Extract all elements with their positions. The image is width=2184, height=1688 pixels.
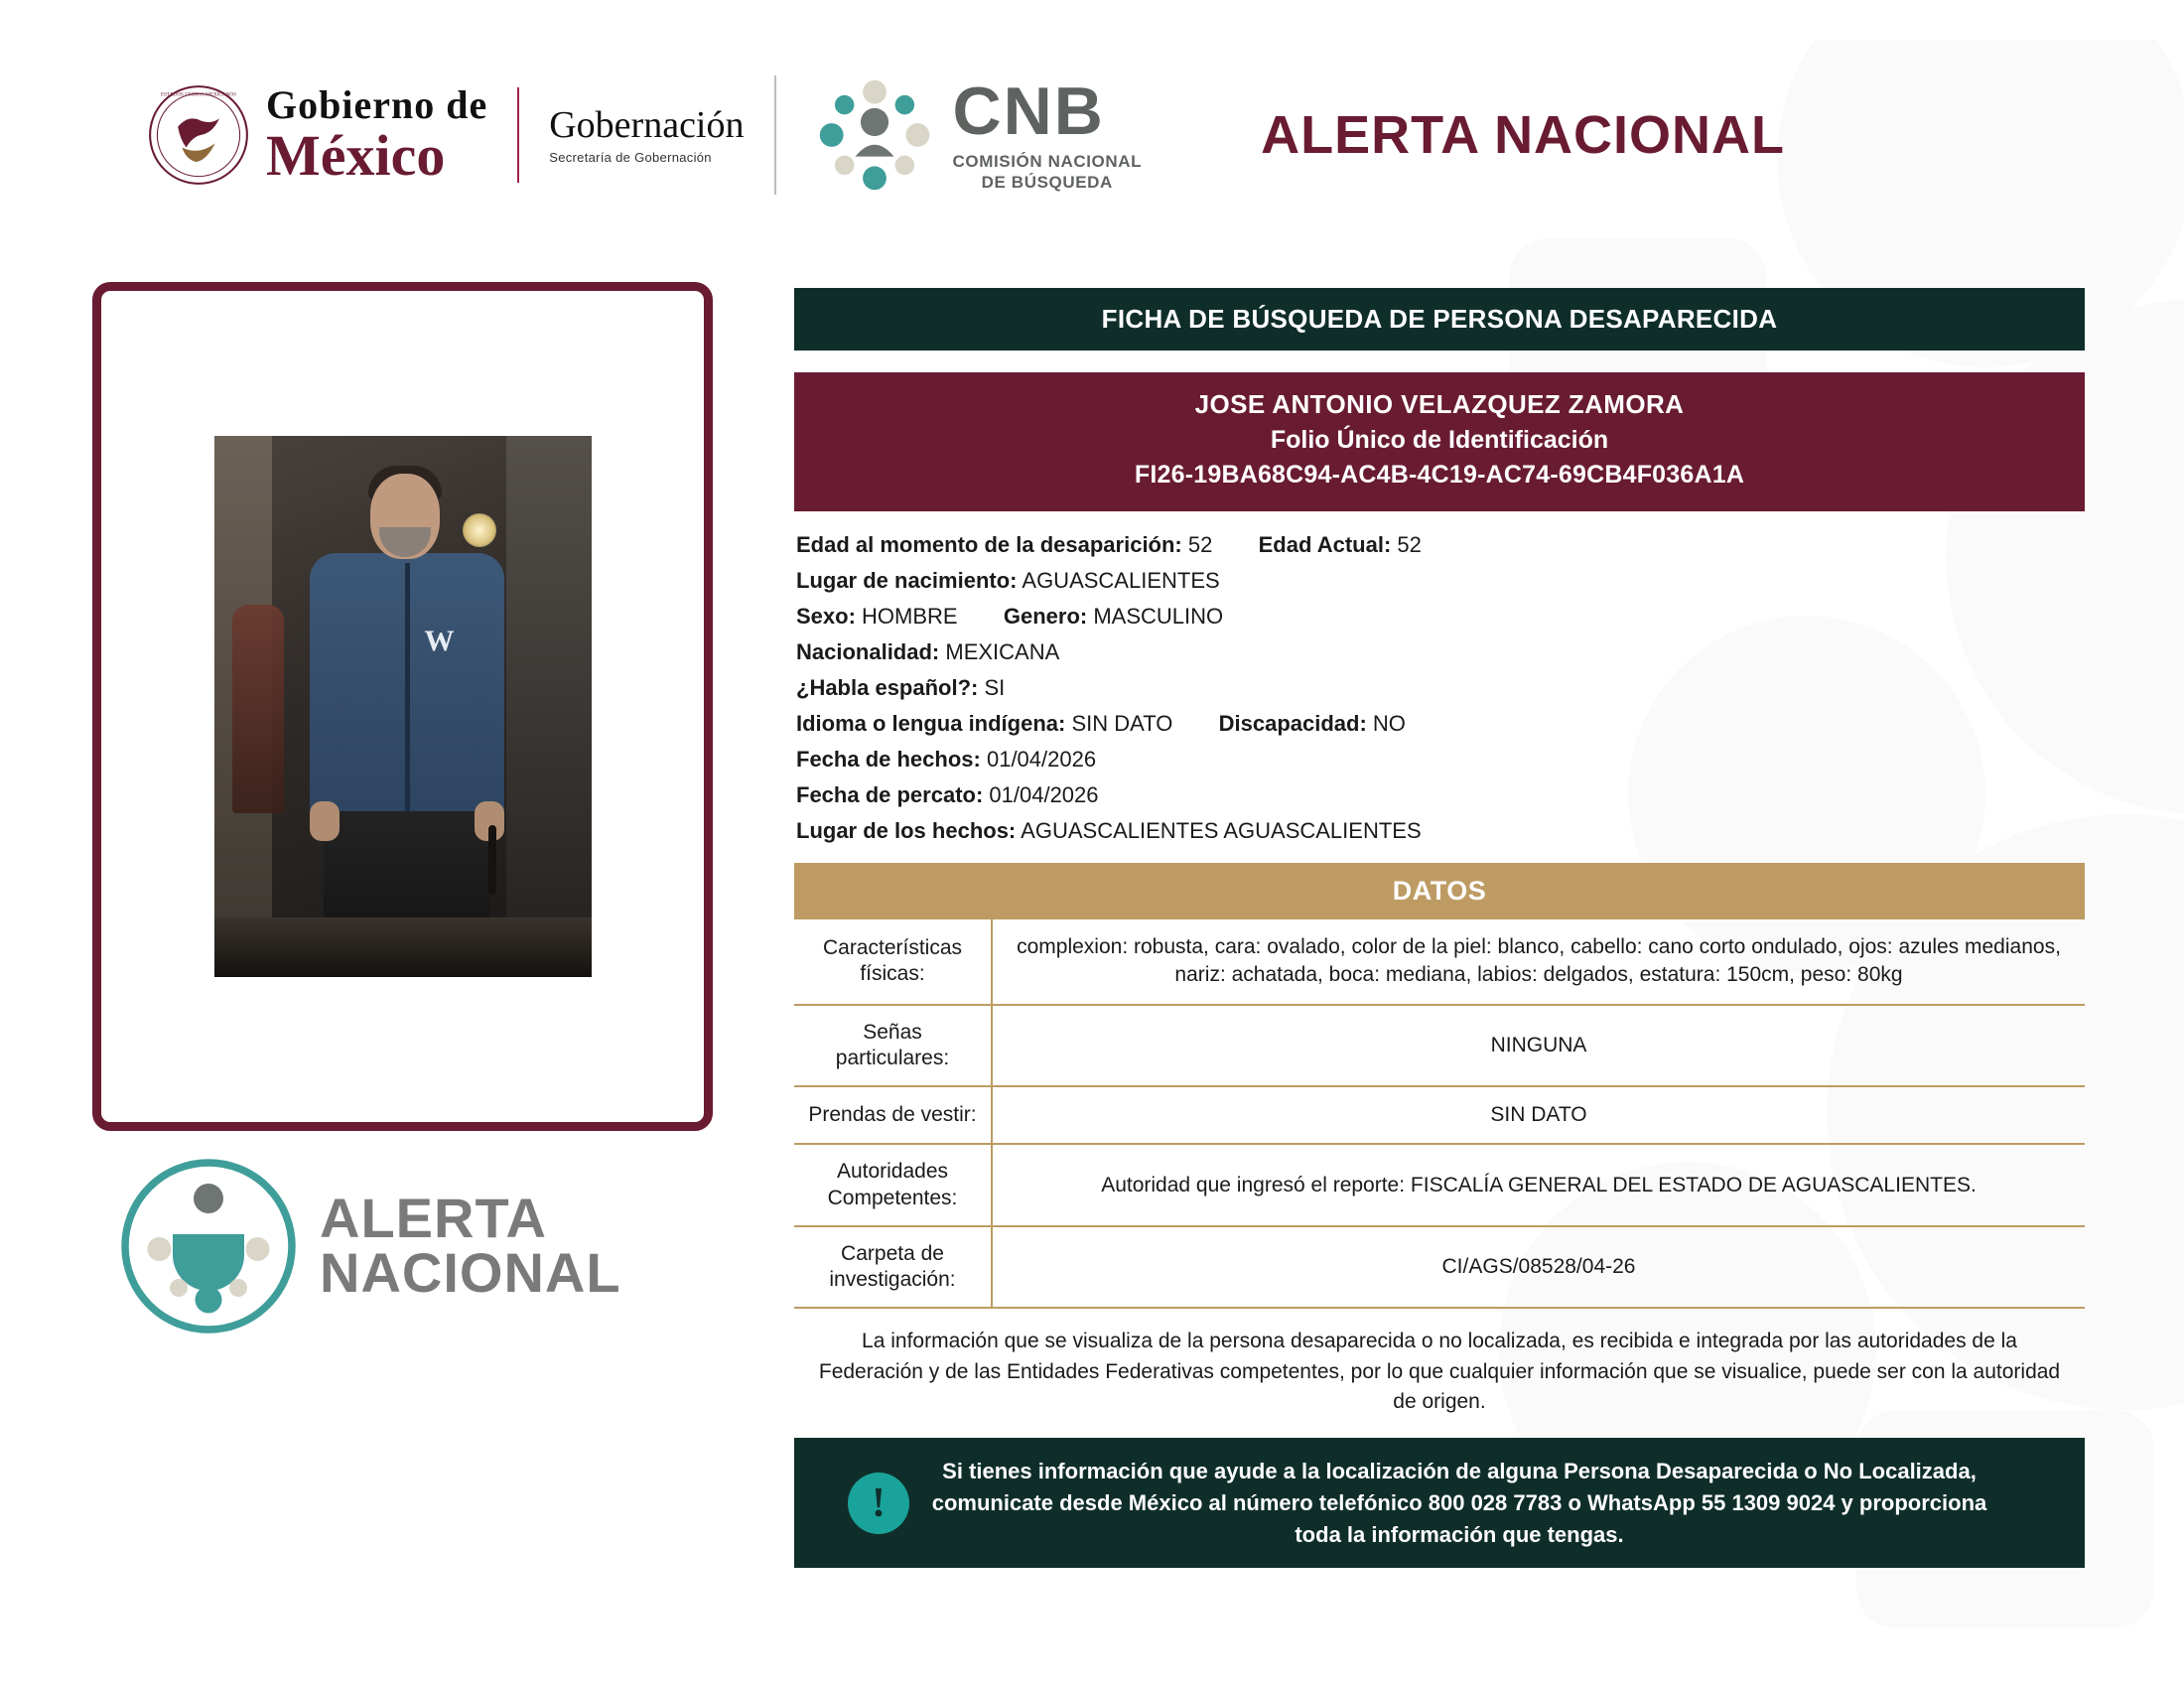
field-sexo-genero xyxy=(796,599,2085,634)
fecha-percato-label: Fecha de percato: xyxy=(796,781,984,807)
habla-espanol-label: ¿Habla español?: xyxy=(796,674,979,700)
field-lugar-hechos xyxy=(796,813,2085,849)
person-fields xyxy=(794,527,2085,849)
photo-frame xyxy=(92,282,713,1131)
person-identity-banner xyxy=(794,372,2085,511)
row-value: SIN DATO xyxy=(992,1086,2085,1144)
svg-text:ESTADOS UNIDOS MEXICANOS: ESTADOS UNIDOS MEXICANOS xyxy=(161,91,236,98)
gob-line2: México xyxy=(266,123,446,188)
alerta-nacional-emblem-icon xyxy=(119,1157,298,1336)
document-header xyxy=(0,0,2184,270)
field-idioma-discapacidad xyxy=(796,706,2085,742)
table-row xyxy=(794,1144,2085,1226)
field-fecha-percato xyxy=(796,777,2085,813)
header-divider-2 xyxy=(774,75,776,195)
row-label: Autoridades Competentes: xyxy=(794,1144,992,1226)
lugar-nacimiento-value: AGUASCALIENTES xyxy=(1022,567,1220,593)
alerta-nacional-logo xyxy=(119,1157,621,1336)
field-fecha-hechos xyxy=(796,742,2085,777)
genero-value: MASCULINO xyxy=(1093,603,1224,629)
table-row xyxy=(794,1086,2085,1144)
field-habla-espanol xyxy=(796,670,2085,706)
row-value: CI/AGS/08528/04-26 xyxy=(992,1226,2085,1309)
lugar-hechos-label: Lugar de los hechos: xyxy=(796,817,1017,843)
nacionalidad-label: Nacionalidad: xyxy=(796,638,940,664)
gob-line1: Gobierno de xyxy=(266,82,488,127)
segob-line1: Gobernación xyxy=(549,103,745,146)
genero-label: Genero: xyxy=(1003,603,1088,629)
habla-espanol-value: SI xyxy=(984,674,1006,700)
ficha-banner: FICHA DE BÚSQUEDA DE PERSONA DESAPARECIDA xyxy=(794,288,2085,351)
person-name: JOSE ANTONIO VELAZQUEZ ZAMORA xyxy=(1194,389,1685,419)
cnb-line2: DE BÚSQUEDA xyxy=(981,173,1113,192)
alerta-logo-line2: NACIONAL xyxy=(320,1241,621,1304)
alerta-logo-line1: ALERTA xyxy=(320,1187,547,1250)
edad-actual-value: 52 xyxy=(1397,531,1422,557)
lugar-nacimiento-label: Lugar de nacimiento: xyxy=(796,567,1018,593)
fecha-hechos-value: 01/04/2026 xyxy=(986,746,1097,772)
table-row xyxy=(794,1226,2085,1309)
exclamation-icon: ! xyxy=(848,1473,909,1534)
datos-section-title: DATOS xyxy=(794,863,2085,919)
header-divider-1 xyxy=(517,87,519,183)
contact-text: Si tienes información que ayude a la localización de alguna Persona Desaparecida o No Localizada, comunicate desde México al número telefónico 800 028 7783 o WhatsApp 55 1309 9024 y proporciona toda la información que tengas. xyxy=(931,1458,1987,1547)
row-label: Prendas de vestir: xyxy=(794,1086,992,1144)
mexican-eagle-seal-icon xyxy=(147,83,250,187)
lugar-hechos-value: AGUASCALIENTES AGUASCALIENTES xyxy=(1021,817,1422,843)
cnb-line1: COMISIÓN NACIONAL xyxy=(952,151,1143,171)
cnb-acronym: CNB xyxy=(952,72,1105,149)
cnb-logo xyxy=(810,70,1143,200)
row-label: Señas particulares: xyxy=(794,1005,992,1087)
field-edad xyxy=(796,527,2085,563)
field-lugar-nacimiento xyxy=(796,563,2085,599)
record-panel xyxy=(794,288,2085,1568)
table-row xyxy=(794,1005,2085,1087)
sexo-value: HOMBRE xyxy=(862,603,958,629)
row-label: Carpeta de investigación: xyxy=(794,1226,992,1309)
row-label: Características físicas: xyxy=(794,919,992,1005)
row-value: complexion: robusta, cara: ovalado, color de la piel: blanco, cabello: cano corto ondulado, ojos: azules medianos, nariz: achatada, boca: mediana, labios: delgados, estatura: 150cm, peso: 80kg xyxy=(992,919,2085,1005)
fecha-hechos-label: Fecha de hechos: xyxy=(796,746,981,772)
missing-person-photo: W xyxy=(214,436,592,977)
edad-desaparicion-label: Edad al momento de la desaparición: xyxy=(796,531,1182,557)
fecha-percato-value: 01/04/2026 xyxy=(989,781,1099,807)
folio-label: Folio Único de Identificación xyxy=(1270,425,1609,454)
segob-logo xyxy=(549,105,744,166)
sexo-label: Sexo: xyxy=(796,603,856,629)
gobierno-de-mexico-logo xyxy=(147,83,487,187)
idioma-value: SIN DATO xyxy=(1071,710,1173,736)
datos-table xyxy=(794,919,2085,1310)
segob-line2: Secretaría de Gobernación xyxy=(549,150,712,166)
edad-actual-label: Edad Actual: xyxy=(1258,531,1392,557)
cnb-emblem-icon xyxy=(810,70,939,200)
row-value: NINGUNA xyxy=(992,1005,2085,1087)
disclaimer-text: La información que se visualiza de la persona desaparecida o no localizada, es recibida e integrada por las autoridades de la Federación y de las Entidades Federativas competentes, por lo que cualquier información que se visualice, puede ser con la autoridad de origen. xyxy=(818,1330,2061,1414)
row-value: Autoridad que ingresó el reporte: FISCALÍA GENERAL DEL ESTADO DE AGUASCALIENTES. xyxy=(992,1144,2085,1226)
table-row xyxy=(794,919,2085,1005)
folio-value: FI26-19BA68C94-AC4B-4C19-AC74-69CB4F036A1A xyxy=(1134,461,1745,490)
nacionalidad-value: MEXICANA xyxy=(945,638,1060,664)
contact-banner xyxy=(794,1438,2085,1569)
discapacidad-value: NO xyxy=(1372,710,1406,736)
field-nacionalidad xyxy=(796,634,2085,670)
alerta-nacional-title: ALERTA NACIONAL xyxy=(1261,105,1786,165)
edad-desaparicion-value: 52 xyxy=(1187,531,1213,557)
idioma-label: Idioma o lengua indígena: xyxy=(796,710,1066,736)
discapacidad-label: Discapacidad: xyxy=(1218,710,1367,736)
